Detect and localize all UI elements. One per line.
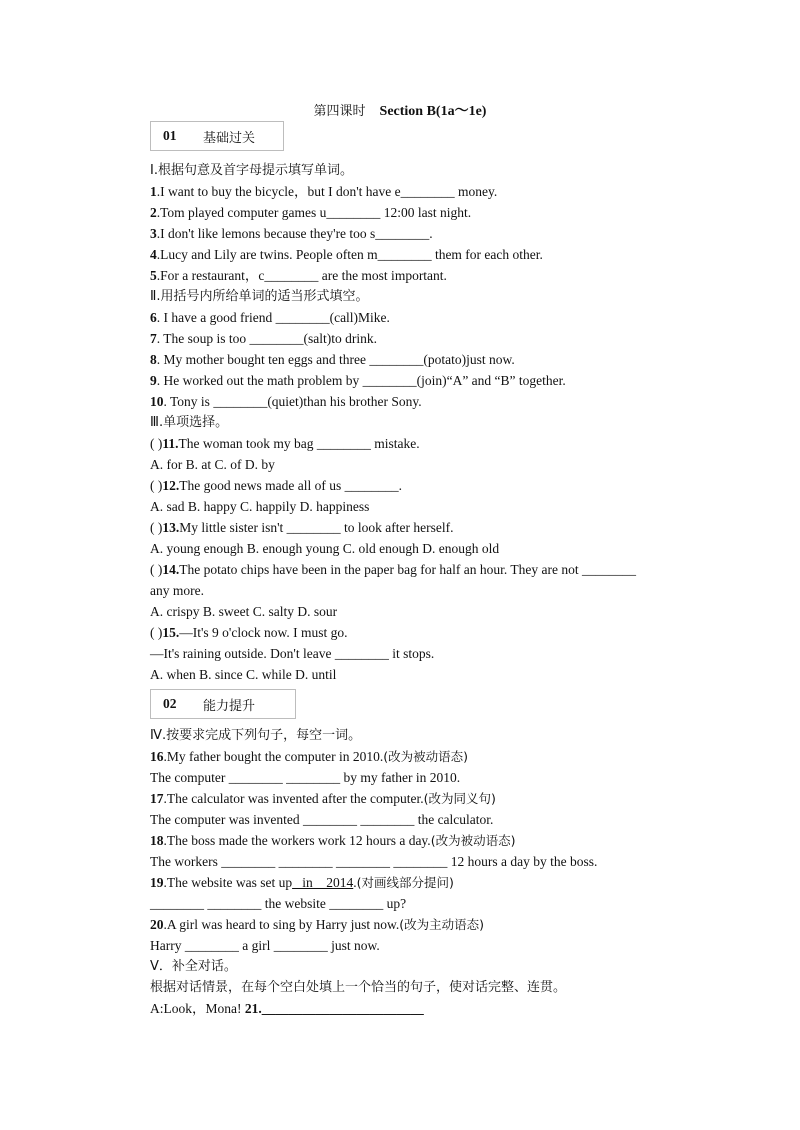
section-title: 基础过关 xyxy=(203,130,256,146)
question-11-options: A. for B. at C. of D. by xyxy=(150,457,275,472)
question-16-answer: The computer ________ ________ by my father in 2010. xyxy=(150,770,461,785)
section-02-box xyxy=(150,689,296,719)
question-19: 19.The website was set up in 2014.(对画线部分提问) xyxy=(150,875,454,890)
part-5-heading: Ⅴ．补全对话。 xyxy=(150,959,237,974)
question-14-options: A. crispy B. sweet C. salty D. sour xyxy=(150,604,338,619)
question-7: 7. The soup is too ________(salt)to drink. xyxy=(150,331,377,346)
question-17: 17.The calculator was invented after the computer.(改为同义句) xyxy=(150,791,496,806)
lesson-label: 第四课时 xyxy=(313,104,366,119)
question-16: 16.My father bought the computer in 2010.(改为被动语态) xyxy=(150,749,468,764)
question-9: 9. He worked out the math problem by ________(join)“A” and “B” together. xyxy=(150,373,566,388)
section-number: 02 xyxy=(163,696,177,711)
question-20-answer: Harry ________ a girl ________ just now. xyxy=(150,938,380,953)
section-label: Section B(1a～1e) xyxy=(379,104,487,119)
question-14-cont: any more. xyxy=(150,583,204,598)
question-10: 10. Tony is ________(quiet)than his brother Sony. xyxy=(150,394,422,409)
part-3-heading: Ⅲ.单项选择。 xyxy=(150,415,229,430)
question-15-options: A. when B. since C. while D. until xyxy=(150,667,337,682)
dialogue-line-1: A:Look，Mona! 21.________________________ xyxy=(150,1001,424,1016)
question-17-answer: The computer was invented ________ ________ the calculator. xyxy=(150,812,494,827)
question-11: ( )11.The woman took my bag ________ mistake. xyxy=(150,436,420,451)
section-01-box xyxy=(150,121,284,151)
question-6: 6. I have a good friend ________(call)Mike. xyxy=(150,310,390,325)
question-13-options: A. young enough B. enough young C. old enough D. enough old xyxy=(150,541,500,556)
question-1: 1.I want to buy the bicycle，but I don't have e________ money. xyxy=(150,184,498,199)
question-18-answer: The workers ________ ________ ________ ________ 12 hours a day by the boss. xyxy=(150,854,598,869)
section-title: 能力提升 xyxy=(203,698,256,714)
question-8: 8. My mother bought ten eggs and three ________(potato)just now. xyxy=(150,352,515,367)
part-5-instruction: 根据对话情景，在每个空白处填上一个恰当的句子，使对话完整、连贯。 xyxy=(150,980,567,995)
question-20: 20.A girl was heard to sing by Harry just now.(改为主动语态) xyxy=(150,917,484,932)
part-4-heading: Ⅳ.按要求完成下列句子，每空一词。 xyxy=(150,728,362,743)
question-12-options: A. sad B. happy C. happily D. happiness xyxy=(150,499,370,514)
question-13: ( )13.My little sister isn't ________ to look after herself. xyxy=(150,520,454,535)
question-18: 18.The boss made the workers work 12 hours a day.(改为被动语态) xyxy=(150,833,516,848)
section-number: 01 xyxy=(163,128,177,143)
question-3: 3.I don't like lemons because they're too s________. xyxy=(150,226,433,241)
part-1-heading: Ⅰ.根据句意及首字母提示填写单词。 xyxy=(150,163,353,178)
question-15-cont: —It's raining outside. Don't leave ________ it stops. xyxy=(150,646,435,661)
question-19-answer: ________ ________ the website ________ up? xyxy=(150,896,407,911)
part-2-heading: Ⅱ.用括号内所给单词的适当形式填空。 xyxy=(150,289,369,304)
question-5: 5.For a restaurant，c________ are the most important. xyxy=(150,268,447,283)
question-4: 4.Lucy and Lily are twins. People often m________ them for each other. xyxy=(150,247,543,262)
page-title xyxy=(0,100,800,120)
question-12: ( )12.The good news made all of us ________. xyxy=(150,478,402,493)
question-15: ( )15.—It's 9 o'clock now. I must go. xyxy=(150,625,348,640)
question-14: ( )14.The potato chips have been in the paper bag for half an hour. They are not ________ xyxy=(150,562,636,577)
question-2: 2.Tom played computer games u________ 12:00 last night. xyxy=(150,205,472,220)
